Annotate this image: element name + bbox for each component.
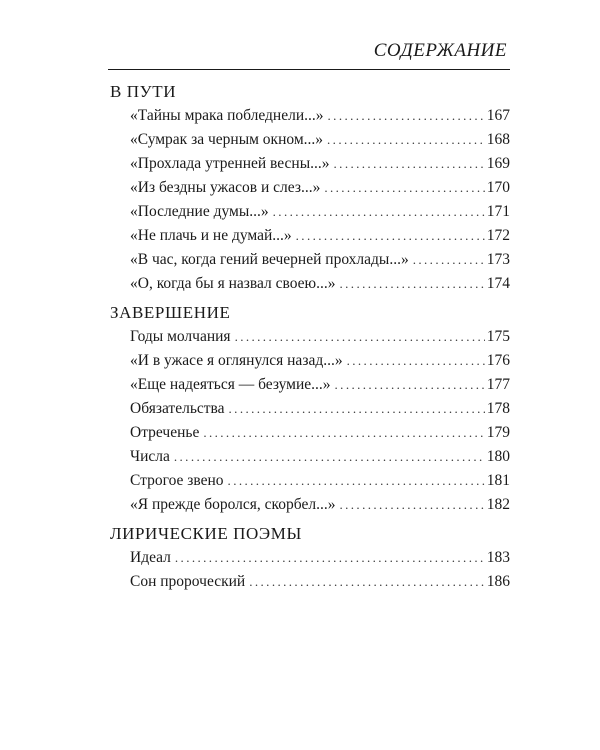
page-number: 175 xyxy=(486,328,510,345)
entry-title: Строгое звено xyxy=(130,472,224,489)
entry-list xyxy=(110,325,510,517)
dot-leader xyxy=(413,248,485,272)
toc-entry[interactable] xyxy=(110,421,510,445)
dot-leader xyxy=(296,224,485,248)
entry-title: «Из бездны ужасов и слез...» xyxy=(130,179,321,196)
toc-entry[interactable] xyxy=(110,272,510,296)
toc-entry[interactable] xyxy=(110,325,510,349)
dot-leader xyxy=(174,445,485,469)
toc-entry[interactable] xyxy=(110,570,510,594)
page-number: 181 xyxy=(486,472,510,489)
entry-title: Идеал xyxy=(130,549,171,566)
toc-entry[interactable] xyxy=(110,224,510,248)
toc-entry[interactable] xyxy=(110,349,510,373)
entry-title: «О, когда бы я назвал своею...» xyxy=(130,275,336,292)
dot-leader xyxy=(347,349,485,373)
entry-title: «Я прежде боролся, скорбел...» xyxy=(130,496,336,513)
toc-entry[interactable] xyxy=(110,469,510,493)
page-number: 176 xyxy=(486,352,510,369)
dot-leader xyxy=(324,176,484,200)
page-number: 177 xyxy=(486,376,510,393)
page-number: 173 xyxy=(486,251,510,268)
page-number: 182 xyxy=(486,496,510,513)
entry-title: «Сумрак за черным окном...» xyxy=(130,131,324,148)
page-number: 170 xyxy=(486,179,510,196)
page-number: 186 xyxy=(486,573,510,590)
dot-leader xyxy=(339,493,484,517)
entry-title: «Последние думы...» xyxy=(130,203,269,220)
page-number: 174 xyxy=(486,275,510,292)
entry-list xyxy=(110,546,510,594)
dot-leader xyxy=(235,325,485,349)
entry-title: «Прохлада утренней весны...» xyxy=(130,155,330,172)
entry-title: Обязательства xyxy=(130,400,225,417)
page-number: 172 xyxy=(486,227,510,244)
section-title: В ПУТИ xyxy=(110,82,177,101)
page-number: 179 xyxy=(486,424,510,441)
toc-entry[interactable] xyxy=(110,397,510,421)
entry-title: «Еще надеяться — безумие...» xyxy=(130,376,331,393)
toc-entry[interactable] xyxy=(110,546,510,570)
page-number: 169 xyxy=(486,155,510,172)
page-number: 167 xyxy=(486,107,510,124)
entry-title: «В час, когда гений вечерней прохлады...» xyxy=(130,251,409,268)
dot-leader xyxy=(228,469,485,493)
entry-title: Сон пророческий xyxy=(130,573,246,590)
toc-entry[interactable] xyxy=(110,445,510,469)
page-number: 171 xyxy=(486,203,510,220)
dot-leader xyxy=(229,397,485,421)
toc-entry[interactable] xyxy=(110,104,510,128)
dot-leader xyxy=(334,152,485,176)
entry-title: «Тайны мрака побледнели...» xyxy=(130,107,324,124)
dot-leader xyxy=(273,200,485,224)
page-number: 178 xyxy=(486,400,510,417)
page-number: 180 xyxy=(486,448,510,465)
dot-leader xyxy=(203,421,484,445)
running-title: СОДЕРЖАНИЕ xyxy=(373,40,507,61)
header-rule xyxy=(108,69,510,70)
dot-leader xyxy=(335,373,485,397)
entry-title: «И в ужасе я оглянулся назад...» xyxy=(130,352,343,369)
dot-leader xyxy=(249,570,485,594)
section-zavershenie xyxy=(110,301,510,517)
entry-title: Отреченье xyxy=(130,424,200,441)
entry-title: Годы молчания xyxy=(130,328,231,345)
toc-entry[interactable] xyxy=(110,128,510,152)
entry-title: «Не плачь и не думай...» xyxy=(130,227,292,244)
toc-entry[interactable] xyxy=(110,493,510,517)
dot-leader xyxy=(175,546,485,570)
table-of-contents xyxy=(110,80,510,594)
toc-entry[interactable] xyxy=(110,248,510,272)
dot-leader xyxy=(327,128,485,152)
dot-leader xyxy=(340,272,485,296)
section-title: ЛИРИЧЕСКИЕ ПОЭМЫ xyxy=(110,524,302,543)
dot-leader xyxy=(328,104,485,128)
toc-entry[interactable] xyxy=(110,373,510,397)
toc-entry[interactable] xyxy=(110,176,510,200)
section-liricheskie-poemy xyxy=(110,522,510,594)
page-number: 183 xyxy=(486,549,510,566)
page-number: 168 xyxy=(486,131,510,148)
toc-entry[interactable] xyxy=(110,200,510,224)
toc-entry[interactable] xyxy=(110,152,510,176)
entry-title: Числа xyxy=(130,448,170,465)
entry-list xyxy=(110,104,510,296)
section-v-puti xyxy=(110,80,510,296)
section-title: ЗАВЕРШЕНИЕ xyxy=(110,303,231,322)
